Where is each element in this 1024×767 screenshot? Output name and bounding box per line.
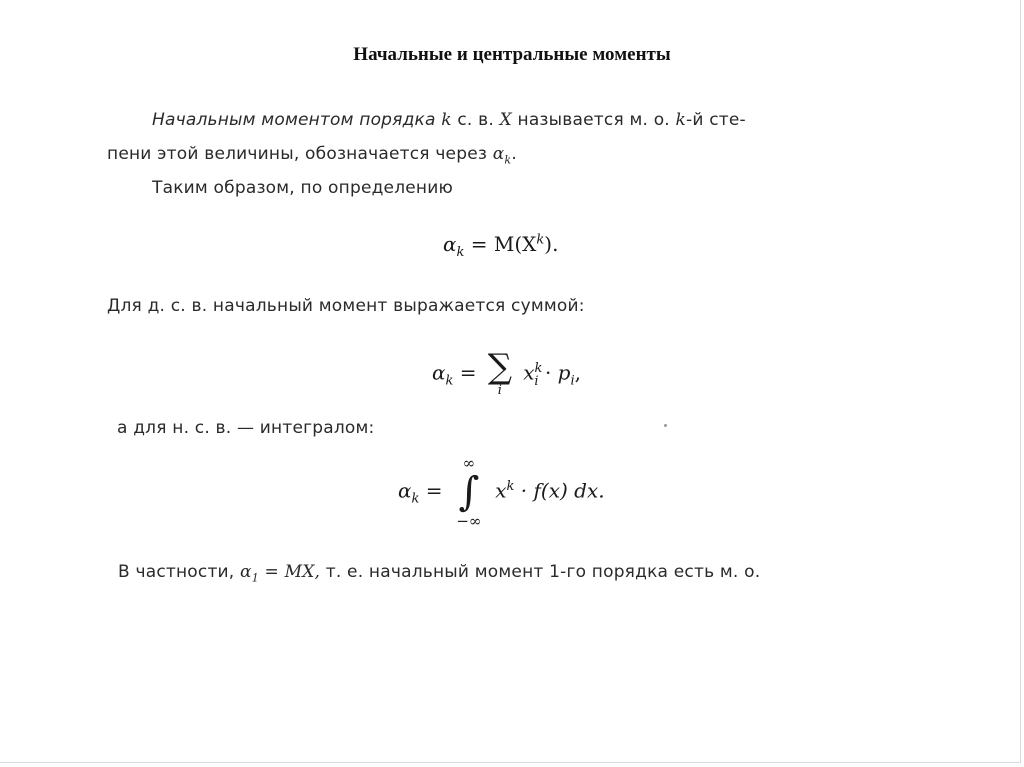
term-initial-moment: Начальным моментом порядка	[152, 110, 436, 130]
scan-speck	[664, 424, 667, 427]
continuous-integral-text: а для н. с. в. — интегралом:	[117, 418, 375, 438]
formula-continuous-integral: $\alpha_k$ = ∞ ∫ −∞ $x^k \cdot f(x)$ dx.	[398, 454, 605, 530]
sum-symbol: ∑ i	[487, 347, 513, 398]
slide-title: Начальные и центральные моменты	[353, 44, 671, 65]
in-particular-text: В частности, $\alpha_1$ = MX, т. е. начальный момент 1-го порядка есть м. о.	[118, 562, 761, 585]
formula-alpha-definition: $\alpha_k = M(X^k)$.	[443, 232, 559, 260]
integral-symbol: ∞ ∫ −∞	[456, 454, 482, 530]
formula-discrete-sum: $\alpha_k$ = ∑ i $x^k_i \cdot p_i$,	[432, 347, 582, 398]
by-definition-text: Таким образом, по определению	[152, 178, 454, 198]
definition-line-2: пени этой величины, обозначается через $\alpha_k$.	[107, 144, 517, 167]
definition-line-1: Начальным моментом порядка k с. в. X называется м. о. k-й сте-	[152, 110, 746, 130]
discrete-sum-text: Для д. с. в. начальный момент выражается суммой:	[107, 296, 585, 316]
